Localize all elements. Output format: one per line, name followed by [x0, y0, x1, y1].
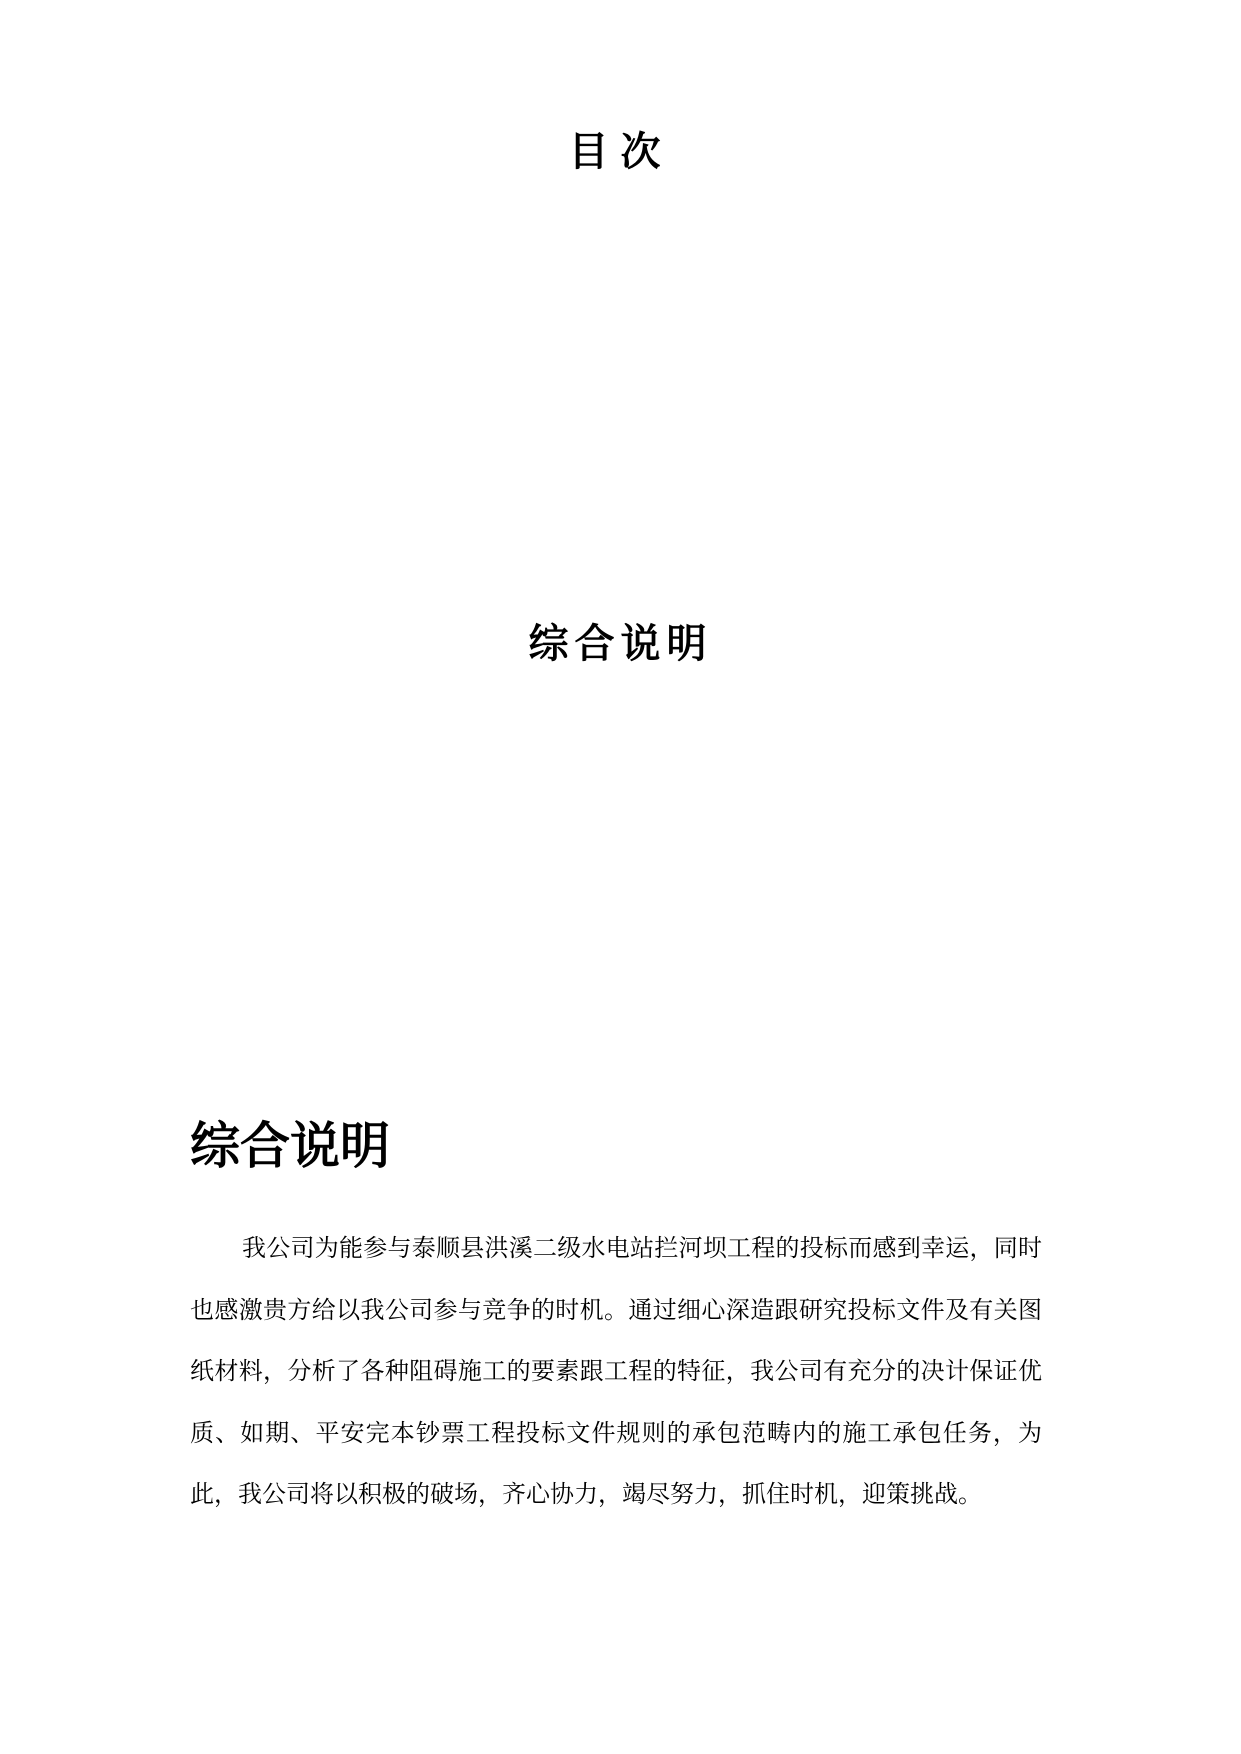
section-heading: 综合说明	[190, 1117, 390, 1175]
body-paragraph: 我公司为能参与泰顺县洪溪二级水电站拦河坝工程的投标而感到幸运，同时也感激贵方给以我公司参与竞争的时机。通过细心深造跟研究投标文件及有关图纸材料，分析了各种阻碍施工的要素跟工程的特征，我公司有充分的决计保证优质、如期、平安完本钞票工程投标文件规则的承包范畴内的施工承包任务，为此，我公司将以积极的破场，齐心协力，竭尽努力，抓住时机，迎策挑战。	[190, 1234, 1042, 1508]
toc-title: 目次	[568, 128, 673, 175]
section-cover-title: 综合说明	[528, 620, 713, 667]
